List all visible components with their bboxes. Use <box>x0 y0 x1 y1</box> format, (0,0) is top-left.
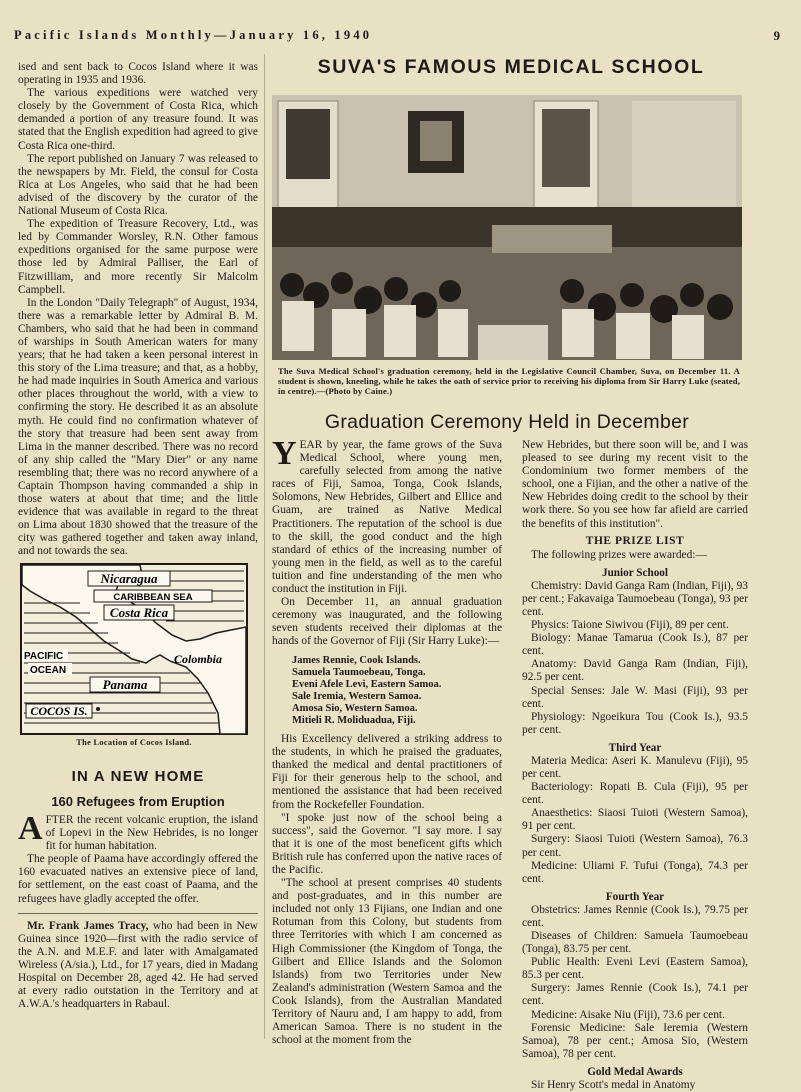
paragraph: On December 11, an annual graduation ceremony was inaugurated, and the following seven students received their diplomas at the hands of the Governor of Fiji (Sir Harry Luke):— <box>272 596 502 648</box>
dropcap: A <box>18 810 43 847</box>
junior-school-heading: Junior School <box>601 566 668 579</box>
paragraph: ised and sent back to Cocos Island where it was operating in 1935 and 1936. <box>18 61 258 87</box>
prize-list-heading: THE PRIZE LIST <box>585 534 685 547</box>
map-label-ocean: OCEAN <box>30 665 67 676</box>
graduation-photo <box>272 95 742 360</box>
new-home-article <box>18 768 258 1011</box>
portrait-right <box>542 109 590 187</box>
list-item: Sale Iremia, Western Samoa. <box>292 690 422 702</box>
paragraph: YEAR by year, the fame grows of the Suva Medical School, where young men, carefully selected from among the native races of Fiji, Samoa, Tonga, Cook Islands, Solomons, New Hebrides, Gilbert and Ellice and Guam, are trained as Native Medical Practitioners. The reputation of the school is due to the skill, the good conduct and the high standard of ethics of the increasing number of young men in the field, as well as to the careful tuition and fine understanding of the men who conduct the institution in Fiji. <box>272 435 502 596</box>
section-rule <box>18 913 258 914</box>
page-title: SUVA'S FAMOUS MEDICAL SCHOOL <box>317 56 705 78</box>
dropcap: Y <box>272 435 297 472</box>
paragraph: The expedition of Treasure Recovery, Ltd., was led by Commander Worsley, R.N. Other famous expeditions organised for the same purpose were those led by Admiral Palliser, the Earl of Fitzwilliam, and more recently Sir Malcolm Campbell. <box>18 218 258 296</box>
list-item: Mitieli R. Moliduadua, Fiji. <box>292 714 416 726</box>
article-column-1 <box>272 435 502 1047</box>
fourth-year-heading: Fourth Year <box>605 890 665 903</box>
prize-item: Bacteriology: Ropati B. Cula (Fiji), 95 per cent. <box>522 781 748 807</box>
map-caption: The Location of Cocos Island. <box>76 738 192 747</box>
photo-caption: The Suva Medical School's graduation ceremony, held in the Legislative Council Chamber, Suva, on December 11. A student is shown, kneeling, while he takes the oath of service prior to receiving his diploma from Sir Harry Luke (seated, in centre).—(Photo by Caine.) <box>278 366 740 396</box>
map-label-caribbean: CARIBBEAN SEA <box>113 592 193 603</box>
paragraph: The various expeditions were watched very closely by the Government of Costa Rica, which demanded a portion of any treasure found. It was stated that the English expedition had agreed to give Costa Rica one-third. <box>18 87 258 152</box>
prize-item: Obstetrics: James Rennie (Cook Is.), 79.75 per cent. <box>522 903 748 929</box>
list-item: Amosa Sio, Western Samoa. <box>292 702 418 714</box>
map-label-cocos: COCOS IS. <box>30 704 88 718</box>
graduates-list <box>292 655 502 728</box>
gold-medal-heading: Gold Medal Awards <box>587 1065 683 1078</box>
paragraph: The people of Paama have accordingly offered the 160 evacuated natives an extensive piece of land, for settlement, on the east coast of Paama, and the refugees have gladly accepted the offer. <box>18 853 258 905</box>
paragraph: New Hebrides, but there soon will be, and I was pleased to see during my recent visit to the Condominium two former members of the school, one a Fijian, and the other a native of the New Hebrides doing credit to the school by their work there. So you see how far afield are carried the benefits of this institution". <box>522 439 748 530</box>
paragraph: "The school at present comprises 40 students and post-graduates, and in this number are included not only 13 Fijians, one Indian and one Rotuman from this Colony, but students from three Territories with which I am concerned as High Commissioner (the Kingdom of Tonga, the Gilbert and Ellice Islands and the Solomon Islands) from two Territories under New Zealand's administration (Western Samoa and the Cook Islands), from the Australian Mandated Territory of Nauru and, I am happy to add, from American Samoa. There is no student in the school at the moment from the <box>272 877 502 1047</box>
article-column-2 <box>522 439 748 1092</box>
prize-item: Biology: Manae Tamarua (Cook Is.), 87 per cent. <box>522 632 748 658</box>
paragraph: His Excellency delivered a striking address to the students, in which he praised the graduates, thanked the medical and dental practitioners of Fiji for their generous help to the school, and mentioned the assistance that had been received from the Rockefeller Foundation. <box>272 733 502 811</box>
paragraph: AFTER the recent volcanic eruption, the island of Lopevi in the New Hebrides, is no longer fit for human habitation. <box>18 810 258 853</box>
prize-item: Physics: Taione Siwivou (Fiji), 89 per cent. <box>531 619 729 632</box>
map-label-panama: Panama <box>102 677 148 692</box>
portrait-left <box>286 109 330 179</box>
paragraph: In the London "Daily Telegraph" of August, 1934, there was a remarkable letter by Admiral B. M. Chambers, who said that he had been in command of warships in South American waters for many years; that he had taken a keen personal interest in this story of the Lima treasure; and that, as a hobby, he had made inquiries in South America and various other places throughout the world, with a view to confirming the story. He described it as an absolute myth. He could find no confirmation whatever of the story that treasure had been sent away from Lima in the manner described. There was no record of any ship called the "Mary Dier" or any name resembling that; there was no record anywhere of a Captain Thompson having commanded a ship in those waters at about that time; and the little evidence that was available in regard to the threat on Lima about 1830 showed that the treasure of the city was gathered together and taken away inland, and not towards the sea. <box>18 296 258 558</box>
prize-item: Materia Medica: Aseri K. Manulevu (Fiji), 95 per cent. <box>522 754 748 780</box>
map-label-pacific: PACIFIC <box>24 651 64 662</box>
obituary-paragraph: Mr. Frank James Tracy, who had been in New Guinea since 1920—first with the radio service of the A.N. and M.E.F. and later with Amalgamated Wireless (A/sia.), Ltd., for 17 years, died in Madang Hospital on December 28, aged 42. He had served at every radio outstation in the Territory and at A.W.A.'s headquarters in Rabaul. <box>18 919 259 1011</box>
prize-item: Forensic Medicine: Sale Ieremia (Western Samoa), 78 per cent.; Amosa Sio, (Western Samoa), 78 per cent. <box>522 1021 748 1060</box>
paragraph: The following prizes were awarded:— <box>531 548 707 561</box>
list-item: Eveni Afele Levi, Eastern Samoa. <box>292 678 442 690</box>
paragraph: The report published on January 7 was released to the newspapers by Mr. Field, the consul for Costa Rica at Los Angeles, who said that he had been advised of the discovery by the curator of the National Museum of Costa Rica. <box>18 152 258 218</box>
prize-item: Anatomy: David Ganga Ram (Indian, Fiji), 92.5 per cent. <box>522 658 748 684</box>
header-title: Pacific Islands Monthly—January 16, 1940 <box>14 28 373 42</box>
cocos-island-map <box>20 563 248 735</box>
prize-item: Anaesthetics: Siaosi Tuioti (Western Samoa), 91 per cent. <box>522 807 748 833</box>
third-year-heading: Third Year <box>608 741 662 754</box>
list-item: James Rennie, Cook Islands. <box>292 654 421 666</box>
map-label-colombia: Colombia <box>173 652 223 666</box>
map-label-nicaragua: Nicaragua <box>100 571 158 586</box>
prize-item: Surgery: James Rennie (Cook Is.), 74.1 per cent. <box>522 982 748 1008</box>
prize-item: Diseases of Children: Samuela Taumoebeau (Tonga), 83.75 per cent. <box>522 930 748 956</box>
prize-item: Public Health: Eveni Levi (Eastern Samoa), 85.3 per cent. <box>522 956 748 982</box>
prize-item: Sir Henry Scott's medal in Anatomy <box>531 1078 696 1091</box>
prize-item: Special Senses: Jale W. Masi (Fiji), 93 per cent. <box>522 684 748 710</box>
column-divider <box>264 54 265 1039</box>
prize-item: Chemistry: David Ganga Ram (Indian, Fiji), 93 per cent.; Fakavaiga Taumoebeau (Tonga), 93 per cent. <box>522 579 748 618</box>
refugees-subtitle: 160 Refugees from Eruption <box>51 794 225 809</box>
prize-item: Surgery: Siaosi Tuioti (Western Samoa), 76.3 per cent. <box>522 833 748 859</box>
new-home-title: IN A NEW HOME <box>71 768 205 785</box>
list-item: Samuela Taumoebeau, Tonga. <box>292 666 426 678</box>
treasure-article-continuation <box>18 61 258 559</box>
prize-item: Medicine: Uliami F. Tufui (Tonga), 74.3 per cent. <box>522 859 748 885</box>
running-header <box>14 28 784 44</box>
paragraph: "I spoke just now of the school being a success", said the Governor. "I say more. I say that it is one of the most beneficent gifts which British rule has conferred upon the native races of the Pacific. <box>272 811 502 876</box>
map-label-costa-rica: Costa Rica <box>109 605 169 620</box>
cocos-island-marker <box>96 707 100 711</box>
article-subtitle: Graduation Ceremony Held in December <box>324 411 690 433</box>
prize-item: Physiology: Ngoeikura Tou (Cook Is.), 93.5 per cent. <box>522 710 748 736</box>
page-number: 9 <box>773 28 780 43</box>
prize-item: Medicine: Aisake Niu (Fiji), 73.6 per cent. <box>531 1008 725 1021</box>
